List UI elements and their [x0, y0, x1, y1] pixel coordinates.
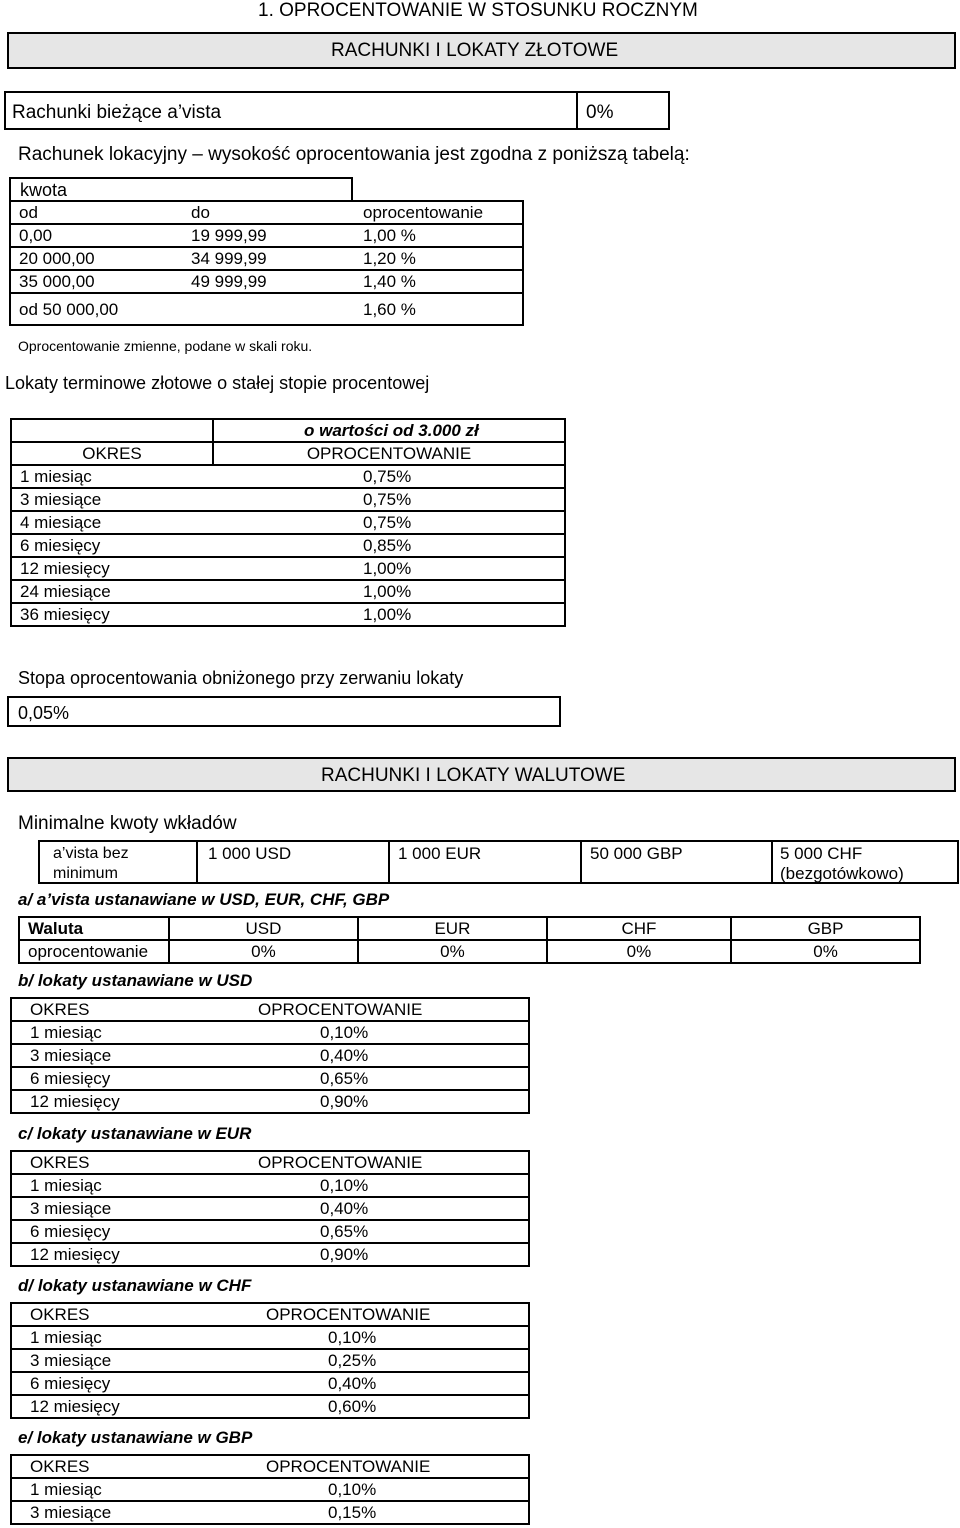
- eur-table: [10, 1150, 530, 1267]
- eur-table-header: [11, 1151, 529, 1174]
- rate-cell: 0,40%: [200, 1044, 529, 1067]
- avista-col-gbp: GBP: [731, 917, 920, 940]
- avista-table: [18, 916, 921, 964]
- avista-col-chf: CHF: [547, 917, 731, 940]
- tier-table-header: [10, 201, 523, 224]
- period-cell: 12 miesięcy: [11, 1395, 200, 1418]
- table-row: [11, 557, 565, 580]
- min-avista-label: [53, 844, 129, 884]
- period-cell: 6 miesięcy: [11, 1067, 200, 1090]
- min-amounts-row: [38, 840, 959, 884]
- usd-table-header: [11, 998, 529, 1021]
- avista-gbp-rate: 0%: [731, 940, 920, 963]
- rate-cell: 0,75%: [213, 465, 565, 488]
- period-cell: 12 miesięcy: [11, 557, 213, 580]
- current-account-label: Rachunki bieżące a’vista: [12, 102, 222, 123]
- term-deposits-title: Lokaty terminowe złotowe o stałej stopie procentowej: [5, 373, 430, 393]
- period-cell: 6 miesięcy: [11, 534, 213, 557]
- usd-col-rate: OPROCENTOWANIE: [200, 998, 529, 1021]
- min-amounts-title: Minimalne kwoty wkładów: [18, 813, 237, 834]
- period-cell: 1 miesiąc: [11, 1174, 200, 1197]
- avista-eur-rate: 0%: [358, 940, 547, 963]
- current-account-divider: [576, 93, 578, 128]
- tier-to: 19 999,99: [183, 224, 355, 247]
- rate-cell: 0,90%: [200, 1243, 529, 1266]
- min-avista-label-line2: minimum: [53, 865, 118, 882]
- table-row: [11, 1174, 529, 1197]
- term-col-rate: OPROCENTOWANIE: [213, 442, 565, 465]
- table-row: [11, 1220, 529, 1243]
- pln-section-header-text: RACHUNKI I LOKATY ZŁOTOWE: [331, 40, 619, 61]
- table-row: [10, 270, 523, 293]
- period-cell: 3 miesiące: [11, 1349, 200, 1372]
- rate-cell: 0,90%: [200, 1090, 529, 1113]
- term-table-header: [11, 442, 565, 465]
- period-cell: 12 miesięcy: [11, 1090, 200, 1113]
- chf-table: [10, 1302, 530, 1419]
- period-cell: 1 miesiąc: [11, 1326, 200, 1349]
- min-divider: [196, 842, 198, 882]
- tier-col-from: od: [10, 201, 183, 224]
- rate-cell: 0,75%: [213, 511, 565, 534]
- tier-rate: 1,00 %: [355, 224, 523, 247]
- rate-cell: 0,10%: [200, 1326, 529, 1349]
- period-cell: 36 miesięcy: [11, 603, 213, 626]
- table-row: [10, 247, 523, 270]
- table-row: [19, 940, 920, 963]
- rate-cell: 0,40%: [200, 1197, 529, 1220]
- pln-section-header: [7, 32, 956, 69]
- usd-col-period: OKRES: [11, 998, 200, 1021]
- tier-table-title: kwota: [20, 180, 68, 200]
- avista-col-currency: Waluta: [19, 917, 169, 940]
- table-row: [11, 511, 565, 534]
- tier-to: 34 999,99: [183, 247, 355, 270]
- avista-table-header: [19, 917, 920, 940]
- table-row: [11, 1372, 529, 1395]
- table-row: [11, 1326, 529, 1349]
- period-cell: 4 miesiące: [11, 511, 213, 534]
- table-row: [10, 224, 523, 247]
- avista-usd-rate: 0%: [169, 940, 358, 963]
- tier-from: 35 000,00: [10, 270, 183, 293]
- rate-cell: 0,75%: [213, 488, 565, 511]
- rate-cell: 0,40%: [200, 1372, 529, 1395]
- avista-chf-rate: 0%: [547, 940, 731, 963]
- avista-row-label: oprocentowanie: [19, 940, 169, 963]
- tier-from: od 50 000,00: [10, 293, 183, 325]
- table-row: [11, 1021, 529, 1044]
- avista-title: a/ a’vista ustanawiane w USD, EUR, CHF, GBP: [18, 890, 390, 909]
- break-rate-value: 0,05%: [18, 703, 70, 723]
- table-row: [11, 580, 565, 603]
- avista-col-usd: USD: [169, 917, 358, 940]
- min-divider: [771, 842, 773, 882]
- min-usd: 1 000 USD: [208, 844, 292, 863]
- min-divider: [580, 842, 582, 882]
- table-row: [11, 534, 565, 557]
- period-cell: 12 miesięcy: [11, 1243, 200, 1266]
- table-row: [11, 465, 565, 488]
- table-row: [11, 1090, 529, 1113]
- term-col-period: OKRES: [11, 442, 213, 465]
- period-cell: 1 miesiąc: [11, 1021, 200, 1044]
- tier-table: [9, 200, 524, 326]
- min-chf-line2: (bezgotówkowo): [780, 864, 904, 883]
- term-deposits-table: [10, 418, 566, 627]
- table-row: [11, 1501, 529, 1524]
- period-cell: 6 miesięcy: [11, 1220, 200, 1243]
- tier-from: 20 000,00: [10, 247, 183, 270]
- break-rate-title: Stopa oprocentowania obniżonego przy zerwaniu lokaty: [18, 668, 464, 688]
- rate-cell: 1,00%: [213, 603, 565, 626]
- fx-section-header-text: RACHUNKI I LOKATY WALUTOWE: [321, 765, 626, 786]
- term-table-blank: [11, 419, 213, 442]
- rate-cell: 0,15%: [200, 1501, 529, 1524]
- rate-cell: 0,10%: [200, 1021, 529, 1044]
- period-cell: 1 miesiąc: [11, 465, 213, 488]
- rate-cell: 0,25%: [200, 1349, 529, 1372]
- usd-title: b/ lokaty ustanawiane w USD: [18, 971, 253, 990]
- table-row: [11, 1197, 529, 1220]
- rate-cell: 1,00%: [213, 580, 565, 603]
- term-table-subheader-row: [11, 419, 565, 442]
- variable-rate-note: Oprocentowanie zmienne, podane w skali roku.: [18, 338, 313, 354]
- savings-intro: Rachunek lokacyjny – wysokość oprocentowania jest zgodna z poniższą tabelą:: [18, 144, 690, 165]
- eur-col-period: OKRES: [11, 1151, 200, 1174]
- tier-table-title-box: [9, 177, 353, 201]
- rate-cell: 0,60%: [200, 1395, 529, 1418]
- min-chf-line1: 5 000 CHF: [780, 844, 863, 863]
- min-gbp: 50 000 GBP: [590, 844, 683, 863]
- period-cell: 24 miesiące: [11, 580, 213, 603]
- chf-col-rate: OPROCENTOWANIE: [200, 1303, 529, 1326]
- tier-to: 49 999,99: [183, 270, 355, 293]
- usd-table: [10, 997, 530, 1114]
- tier-rate: 1,40 %: [355, 270, 523, 293]
- tier-to: [183, 293, 355, 325]
- gbp-table-header: [11, 1455, 529, 1478]
- gbp-col-rate: OPROCENTOWANIE: [200, 1455, 529, 1478]
- period-cell: 6 miesięcy: [11, 1372, 200, 1395]
- chf-title: d/ lokaty ustanawiane w CHF: [18, 1276, 252, 1295]
- current-account-box: [4, 91, 670, 130]
- min-divider: [388, 842, 390, 882]
- break-rate-box: [7, 696, 561, 727]
- period-cell: 3 miesiące: [11, 1501, 200, 1524]
- table-row: [11, 488, 565, 511]
- table-row: [11, 1067, 529, 1090]
- gbp-table: [10, 1454, 530, 1525]
- period-cell: 3 miesiące: [11, 1197, 200, 1220]
- section-title: 1. OPROCENTOWANIE W STOSUNKU ROCZNYM: [258, 0, 698, 21]
- table-row: [11, 1243, 529, 1266]
- table-row: [11, 1349, 529, 1372]
- rate-cell: 0,10%: [200, 1478, 529, 1501]
- current-account-rate: 0%: [586, 102, 614, 123]
- min-chf: [780, 844, 904, 884]
- tier-col-rate: oprocentowanie: [355, 201, 523, 224]
- rate-cell: 0,65%: [200, 1220, 529, 1243]
- period-cell: 3 miesiące: [11, 1044, 200, 1067]
- min-eur: 1 000 EUR: [398, 844, 482, 863]
- table-row: [11, 603, 565, 626]
- period-cell: 3 miesiące: [11, 488, 213, 511]
- fx-section-header: [7, 757, 956, 792]
- rate-cell: 0,85%: [213, 534, 565, 557]
- table-row: [11, 1044, 529, 1067]
- tier-from: 0,00: [10, 224, 183, 247]
- eur-title: c/ lokaty ustanawiane w EUR: [18, 1124, 252, 1143]
- gbp-title: e/ lokaty ustanawiane w GBP: [18, 1428, 253, 1447]
- table-row: [11, 1478, 529, 1501]
- chf-col-period: OKRES: [11, 1303, 200, 1326]
- rate-cell: 0,65%: [200, 1067, 529, 1090]
- period-cell: 1 miesiąc: [11, 1478, 200, 1501]
- eur-col-rate: OPROCENTOWANIE: [200, 1151, 529, 1174]
- tier-rate: 1,20 %: [355, 247, 523, 270]
- table-row: [10, 293, 523, 325]
- tier-rate: 1,60 %: [355, 293, 523, 325]
- table-row: [11, 1395, 529, 1418]
- min-avista-label-line1: a’vista bez: [53, 845, 129, 862]
- avista-col-eur: EUR: [358, 917, 547, 940]
- rate-cell: 0,10%: [200, 1174, 529, 1197]
- rate-cell: 1,00%: [213, 557, 565, 580]
- tier-col-to: do: [183, 201, 355, 224]
- chf-table-header: [11, 1303, 529, 1326]
- gbp-col-period: OKRES: [11, 1455, 200, 1478]
- term-table-subheader: o wartości od 3.000 zł: [213, 419, 565, 442]
